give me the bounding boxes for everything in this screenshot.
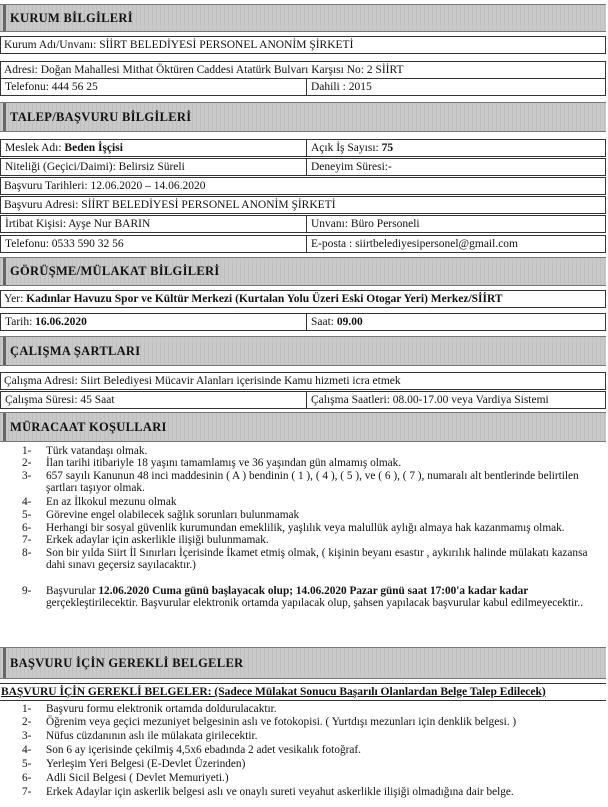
section-header-muracaat: [0, 412, 606, 442]
kurum-adres-row: [0, 61, 606, 79]
talep-nitelik-row: [0, 158, 606, 176]
header-accent: [3, 337, 6, 365]
gorusme-yer: Yer: Kadınlar Havuzu Spor ve Kültür Merkezi (Kurtalan Yolu Üzeri Eski Otogar Yeri) Merkez/SİİRT: [4, 293, 503, 305]
gorusme-tarih: Tarih: 16.06.2020: [1, 314, 307, 330]
header-accent: [3, 648, 6, 678]
kurum-telefon-row: [0, 78, 606, 96]
niteligi: Niteliği (Geçici/Daimi): Belirsiz Süreli: [1, 159, 307, 175]
belgeler-subtitle-row: [0, 683, 606, 701]
talep-iletisim-row: [0, 235, 606, 253]
header-accent: [3, 258, 6, 285]
calisma-adres-row: [0, 372, 606, 390]
acik-is-sayisi: Açık İş Sayısı: 75: [311, 142, 394, 154]
talep-telefon: Telefonu: 0533 590 32 56: [1, 236, 307, 252]
section-header-belgeler: [0, 647, 606, 679]
belgeler-list: 1- Başvuru formu elektronik ortamda doldurulacaktır. 2- Öğrenim veya geçici mezuniyet belgesinin aslı ve fotokopisi. ( Yurtdışı mezunları için denklik belgesi. ) 3- Nüfus cüzdanının aslı ile mülakata girilecektir. 4- Son 6 ay içerisinde çekilmiş 4,5x6 ebadında 2 adet vesikalık fotoğraf. 5- Yerleşim Yeri Belgesi (E-Devlet Üzerinden) 6- Adli Sicil Belgesi ( Devlet Memuriyeti.) 7- Erkek Adaylar için askerlik belgesi aslı ve onaylı sureti veyahut askerlikle ilişiği olmadığına dair belge.: [22, 703, 517, 798]
calisma-saatleri: Çalışma Saatleri: 08.00-17.00 veya Vardiya Sistemi: [311, 394, 549, 406]
section-title: TALEP/BAŞVURU BİLGİLERİ: [10, 110, 192, 124]
section-title: GÖRÜŞME/MÜLAKAT BİLGİLERİ: [10, 264, 220, 278]
talep-irtibat-row: [0, 215, 606, 233]
kurum-dahili: Dahili : 2015: [311, 81, 372, 93]
talep-meslek-row: [0, 139, 606, 157]
section-header-kurum: [0, 4, 606, 32]
muracaat-list: 1- Türk vatandaşı olmak. 2- İlan tarihi itibariyle 18 yaşını tamamlamış ve 36 yaşından gün almamış olmak. 3- 657 sayılı Kanunun 48 inci maddesinin ( A ) bendinin ( 1 ), ( 4 ), ( 5 ), ve ( 6 ), ( 7 ), numaralı alt bentlerinde belirtilen şartları taşıyor olmak. 4- En az İlkokul mezunu olmak 5- Görevine engel olabilecek sağlık sorunları bulunmamak 6- Herhangi bir sosyal güvenlik kurumundan emeklilik, yaşlılık veya malullük aylığı almaya hak kazanmamış olmak. 7- Erkek adaylar için askerlikle ilişiği bulunmamak. 8- Son bir yılda Siirt İl Sınırları İçerisinde İkamet etmiş olmak, ( kişinin beyanı esastır , aykırılık halinde mülakatı kazansa dahi sınavı geçersiz sayılacaktır.) 9- Başvurular 12.06.2020 Cuma günü başlayacak olup; 14.06.2020 Pazar günü saat 17:00'a kadar kadar gerçekleştirilecektir. Başvurular elektronik ortamda yapılacak olup, şahsen yapılacak başvurular kabul edilmeyecektir..: [22, 445, 588, 609]
talep-tarih-row: [0, 177, 606, 195]
talep-adres-row: [0, 196, 606, 214]
header-accent: [3, 5, 6, 31]
section-title: ÇALIŞMA ŞARTLARI: [10, 344, 141, 358]
kurum-adi: Kurum Adı/Unvanı: SİİRT BELEDİYESİ PERSONEL ANONİM ŞİRKETİ: [4, 39, 354, 51]
calisma-suresi: Çalışma Süresi: 45 Saat: [1, 392, 307, 408]
meslek-adi: Meslek Adı: Beden İşçisi: [1, 140, 307, 156]
basvuru-adresi: Başvuru Adresi: SİİRT BELEDİYESİ PERSONEL ANONİM ŞİRKETİ: [4, 199, 336, 211]
header-accent: [3, 413, 6, 441]
section-header-talep: [0, 102, 606, 132]
kurum-adi-row: [0, 36, 606, 54]
kurum-telefon: Telefonu: 444 56 25: [1, 79, 307, 95]
calisma-adresi: Çalışma Adresi: Siirt Belediyesi Mücavir Alanları içerisinde Kamu hizmeti icra etmek: [4, 375, 401, 387]
section-title: BAŞVURU İÇİN GEREKLİ BELGELER: [10, 656, 244, 670]
gorusme-tarih-row: [0, 313, 606, 331]
unvan: Unvanı: Büro Personeli: [311, 218, 420, 230]
irtibat-kisisi: İrtibat Kişisi: Ayşe Nur BARIN: [1, 216, 307, 232]
section-title: KURUM BİLGİLERİ: [10, 11, 133, 25]
kurum-adres: Adresi: Doğan Mahallesi Mithat Öktüren Caddesi Atatürk Bulvarı Karşısı No: 2 SİİRT: [4, 64, 404, 76]
calisma-sure-row: [0, 391, 606, 409]
basvuru-tarihleri: Başvuru Tarihleri: 12.06.2020 – 14.06.2020: [4, 180, 206, 192]
section-title: MÜRACAAT KOŞULLARI: [10, 420, 167, 434]
talep-eposta: E-posta : siirtbelediyesipersonel@gmail.com: [311, 238, 518, 250]
section-header-gorusme: [0, 257, 606, 286]
gorusme-yer-row: [0, 290, 606, 308]
header-accent: [3, 103, 6, 131]
gorusme-saat: Saat: 09.00: [311, 316, 363, 328]
deneyim-suresi: Deneyim Süresi:-: [311, 161, 392, 173]
belgeler-subtitle: BAŞVURU İÇİN GEREKLİ BELGELER: (Sadece Mülakat Sonucu Başarılı Olanlardan Belge Talep Edilecek): [1, 686, 546, 698]
section-header-calisma: [0, 336, 606, 366]
